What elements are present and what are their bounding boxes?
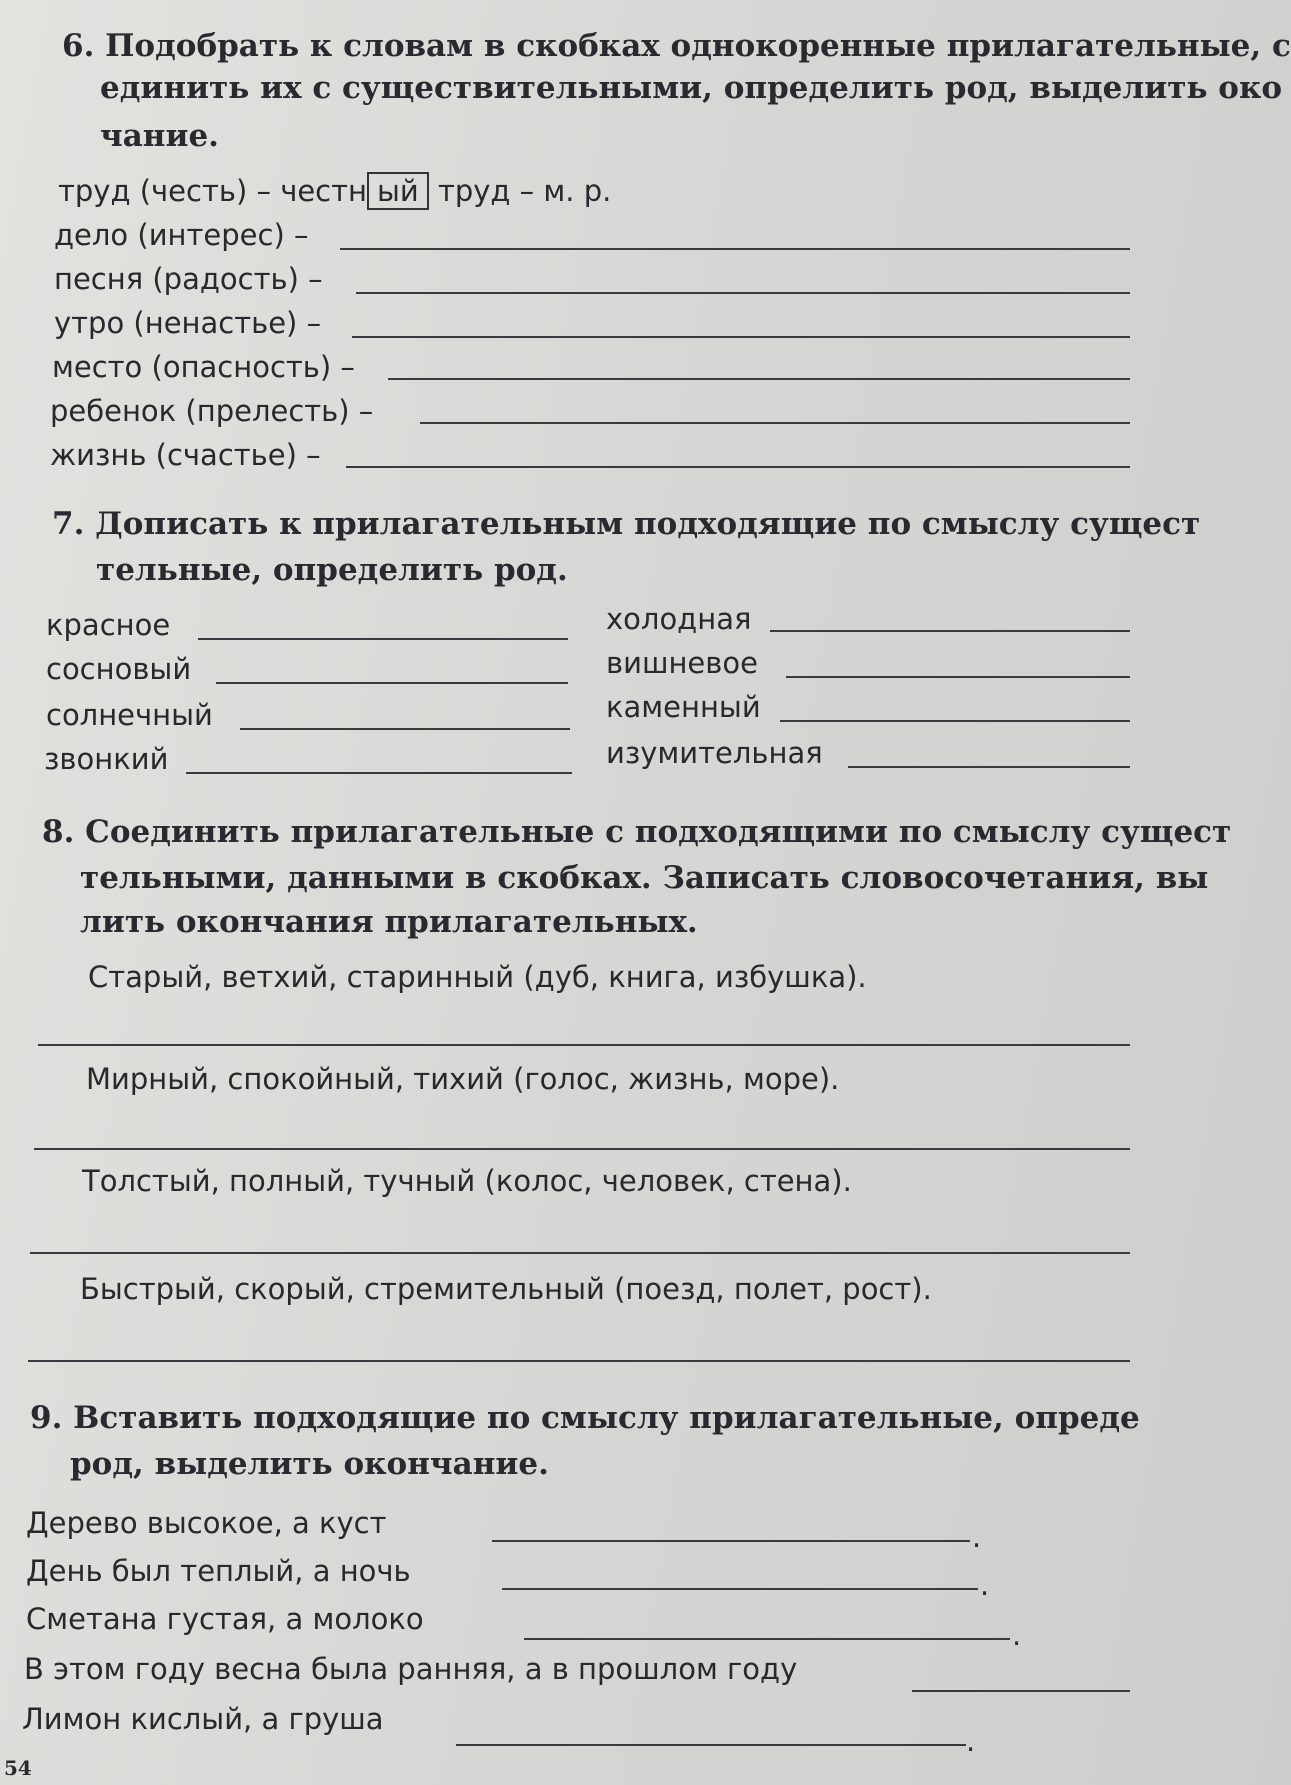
- page-number: 54: [4, 1756, 32, 1780]
- task7-right-word: холодная: [606, 602, 752, 636]
- task6-item: жизнь (счастье) –: [50, 438, 321, 472]
- answer-line[interactable]: [786, 676, 1130, 678]
- answer-line[interactable]: [34, 1148, 1130, 1150]
- answer-line[interactable]: [186, 772, 572, 774]
- task7-right-word: каменный: [606, 690, 761, 724]
- task9-sentence: В этом году весна была ранняя, а в прошлом году: [24, 1652, 798, 1686]
- task7-title-line2: тельные, определить род.: [96, 552, 568, 588]
- example-ending-box: ый: [367, 172, 429, 210]
- answer-line[interactable]: [492, 1540, 970, 1542]
- answer-line[interactable]: [912, 1690, 1130, 1692]
- answer-line[interactable]: [848, 766, 1130, 768]
- answer-line[interactable]: [340, 248, 1130, 250]
- task8-sentence: Старый, ветхий, старинный (дуб, книга, избушка).: [88, 960, 867, 994]
- answer-line[interactable]: [456, 1744, 966, 1746]
- answer-line[interactable]: [420, 422, 1130, 424]
- sentence-period: .: [972, 1520, 982, 1554]
- answer-line[interactable]: [388, 378, 1130, 380]
- task8-title-line3: лить окончания прилагательных.: [80, 904, 698, 940]
- task8-sentence: Толстый, полный, тучный (колос, человек, стена).: [82, 1164, 852, 1198]
- answer-line[interactable]: [352, 336, 1130, 338]
- task6-title-line1: 6. Подобрать к словам в скобках однокоренные прилагательные, с: [62, 28, 1291, 64]
- task7-left-word: звонкий: [44, 742, 169, 776]
- task8-title-line1: 8. Соединить прилагательные с подходящими по смыслу сущест: [42, 814, 1232, 850]
- answer-line[interactable]: [240, 728, 570, 730]
- answer-line[interactable]: [356, 292, 1130, 294]
- answer-line[interactable]: [780, 720, 1130, 722]
- task8-sentence: Быстрый, скорый, стремительный (поезд, полет, рост).: [80, 1272, 932, 1306]
- task7-left-word: солнечный: [46, 698, 213, 732]
- task9-title-line1: 9. Вставить подходящие по смыслу прилагательные, опреде: [30, 1400, 1140, 1436]
- sentence-period: .: [980, 1568, 990, 1602]
- task9-sentence: Лимон кислый, а груша: [22, 1702, 384, 1736]
- answer-line[interactable]: [216, 682, 568, 684]
- task6-item: дело (интерес) –: [54, 218, 309, 252]
- answer-line[interactable]: [38, 1044, 1130, 1046]
- answer-line[interactable]: [30, 1252, 1130, 1254]
- task9-sentence: День был теплый, а ночь: [26, 1554, 411, 1588]
- task8-title-line2: тельными, данными в скобках. Записать словосочетания, вы: [80, 860, 1209, 896]
- task6-item: место (опасность) –: [52, 350, 355, 384]
- answer-line[interactable]: [346, 466, 1130, 468]
- answer-line[interactable]: [502, 1588, 978, 1590]
- example-start: труд (честь) – честн: [58, 174, 367, 208]
- task6-example: [58, 172, 611, 210]
- task9-title-line2: род, выделить окончание.: [70, 1446, 549, 1482]
- answer-line[interactable]: [28, 1360, 1130, 1362]
- answer-line[interactable]: [524, 1638, 1010, 1640]
- task6-item: песня (радость) –: [54, 262, 323, 296]
- task7-right-word: изумительная: [606, 736, 823, 770]
- task6-title-line3: чание.: [100, 118, 219, 154]
- task6-item: ребенок (прелесть) –: [50, 394, 374, 428]
- task8-sentence: Мирный, спокойный, тихий (голос, жизнь, море).: [86, 1062, 840, 1096]
- task7-right-word: вишневое: [606, 646, 758, 680]
- task7-left-word: сосновый: [46, 652, 192, 686]
- task9-sentence: Дерево высокое, а куст: [26, 1506, 387, 1540]
- task6-title-line2: единить их с существительными, определить род, выделить око: [100, 70, 1283, 106]
- task7-title-line1: 7. Дописать к прилагательным подходящие по смыслу сущест: [52, 506, 1201, 542]
- example-end: труд – м. р.: [428, 174, 612, 208]
- task7-left-word: красное: [46, 608, 171, 642]
- sentence-period: .: [966, 1724, 976, 1758]
- answer-line[interactable]: [198, 638, 568, 640]
- answer-line[interactable]: [770, 630, 1130, 632]
- task6-item: утро (ненастье) –: [54, 306, 322, 340]
- sentence-period: .: [1012, 1618, 1022, 1652]
- task9-sentence: Сметана густая, а молоко: [26, 1602, 424, 1636]
